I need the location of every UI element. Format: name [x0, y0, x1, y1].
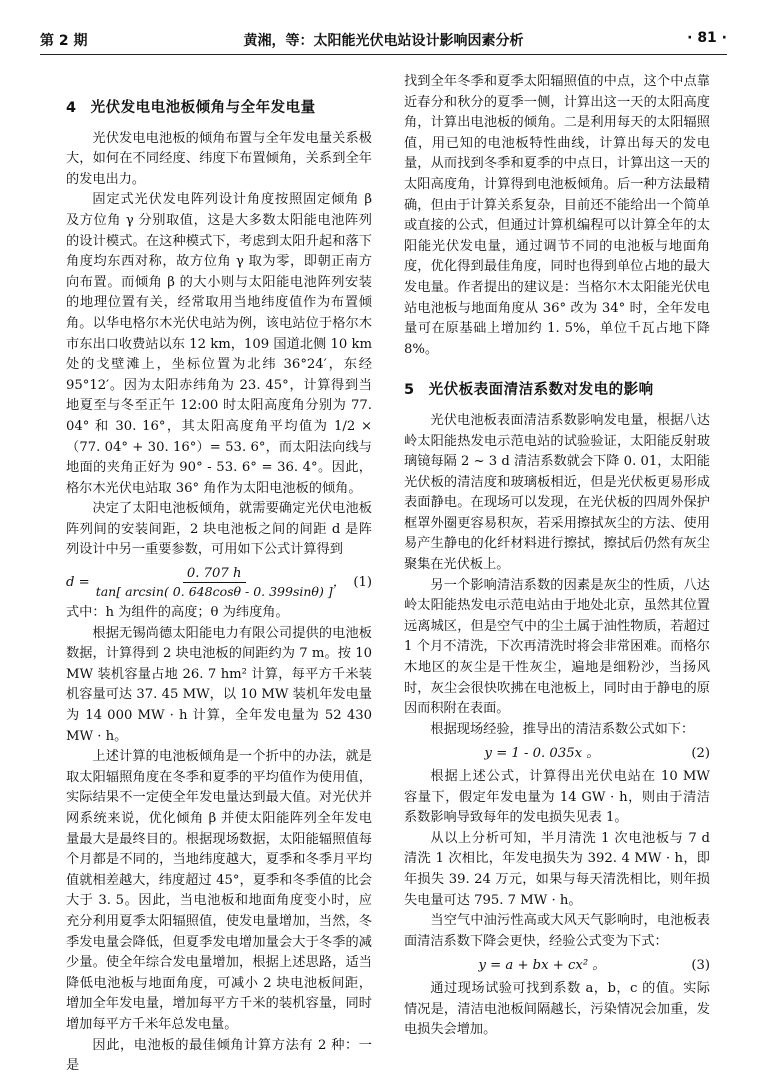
section-5-heading — [404, 380, 710, 401]
formula-1-numerator: 0. 707 h — [183, 565, 246, 583]
formula-1 — [66, 565, 372, 601]
s5-paragraph-7: 通过现场试验可找到系数 a，b，c 的值。实际情况是，清洁电池板间隔越长，污染情况会加重，发电损失会增加。 — [404, 980, 710, 1038]
s4-paragraph-7-continued: 找到全年冬季和夏季太阳辐照值的中点，这个中点靠近春分和秋分的夏季一侧，计算出这一天的太阳高度角，计算出电池板的倾角。二是利用每天的太阳辐照值，用已知的电池板特性曲线，计算出每天的发电量，从而找到冬季和夏季的中点日，计算出这一天的太阳高度角，计算得到电池板倾角。后一种方法最精确，但由于计算关系复杂，目前还不能给出一个简单或直接的公式，但通过计算机编程可以计算全年的太阳能光伏发电量，通过调节不同的电池板与地面角度，优化得到最佳角度，同时也得到单位占地的最大发电量。作者提出的建议是：当格尔木太阳能光伏电站电池板与地面角度从 36° 改为 34° 时，全年发电量可在原基础上增加约 1. 5%，单位千瓦占地下降 8%。 — [404, 74, 710, 357]
formula-3-expression: y = a + bx + cx² 。 — [478, 958, 606, 974]
s4-paragraph-6: 上述计算的电池板倾角是一个折中的办法，就是取太阳辐照角度在冬季和夏季的平均值作为使用值，实际结果不一定使全年发电量达到最大值。对光伏并网系统来说，优化倾角 β 并使太阳能阵列全年发电量最大是最终目的。根据现场数据，太阳能辐照值每个月都是不同的，当地纬度越大，夏季和冬季月平均值就相差越大，纬度超过 45°，夏季和冬季值的比会大于 3. 5。因此，当电池板和地面角度变小时，应充分利用夏季太阳辐照值，使发电量增加，当然，冬季发电量会降低，但夏季发电增加量会大于冬季的减少量。使全年综合发电量增加，根据上述思路，适当降低电池板与地面角度，可减小 2 块电池板间距，增加全年发电量，增加每平方千米的装机容量，同时增加每平方千米年总发电量。 — [66, 749, 372, 1032]
right-column — [404, 72, 710, 1041]
section-4-title: 光伏发电电池板倾角与全年发电量 — [90, 100, 316, 116]
s5-paragraph-1: 光伏电池板表面清洁系数影响发电量，根据八达岭太阳能热发电示范电站的试验验证，太阳能反射玻璃镜每隔 2 ~ 3 d 清洁系数就会下降 0. 01，太阳能光伏板的清洁度和玻璃板相近，但是光伏板更易形成表面静电。在现场可以发现，在光伏板的四周外保护框罩外圈更容易积灰，若采用擦拭灰尘的方法、使用易产生静电的化纤材料进行擦拭，擦拭后仍然有灰尘聚集在光伏板上。 — [404, 412, 710, 573]
section-4-heading — [66, 98, 372, 119]
s4-paragraph-3: 决定了太阳电池板倾角，就需要确定光伏电池板阵列间的安装间距，2 块电池板之间的间距 d 是阵列设计中另一重要参数，可用如下公式计算得到 — [66, 501, 372, 558]
issue-number: 第 2 期 — [40, 33, 88, 49]
formula-1-lhs: d = — [66, 574, 90, 590]
s5-paragraph-3: 根据现场经验，推导出的清洁系数公式如下： — [430, 721, 695, 737]
s5-paragraph-4: 根据上述公式，计算得出光伏电站在 10 MW 容量下，假定年发电量为 14 GW · h，则由于清洁系数影响导致每年的发电损失见表 1。 — [404, 769, 710, 826]
section-5-title: 光伏板表面清洁系数对发电的影响 — [428, 382, 654, 399]
left-column — [66, 70, 372, 1077]
s5-paragraph-5: 从以上分析可知，半月清洗 1 次电池板与 7 d 清洗 1 次相比，年发电损失为 392. 4 MW · h，即年损失 39. 24 万元，如果与每天清洗相比，则年损失电量可达 795. 7 MW · h。 — [404, 830, 710, 908]
section-5-number: 5 — [404, 382, 415, 399]
formula-3-number: (3) — [691, 958, 710, 974]
s4-paragraph-4: 式中：h 为组件的高度；θ 为纬度角。 — [66, 605, 289, 621]
section-4-number: 4 — [66, 100, 77, 116]
s4-paragraph-2: 固定式光伏发电阵列设计角度按照固定倾角 β 及方位角 γ 分别取值，这是大多数太阳能电池阵列的设计模式。在这种模式下，考虑到太阳升起和落下角度均东西对称，故方位角 γ 取为零，即朝正南方向布置。而倾角 β 的大小则与太阳能电池阵列安装的地理位置有关，经常取用当地纬度值作为布置倾角。以华电格尔木光伏电站为例，该电站位于格尔木市东出口收费站以东 12 km，109 国道北侧 10 km 处的戈壁滩上，坐标位置为北纬 36°24′，东经 95°12′。因为太阳赤纬角为 23. 45°，计算得到当地夏至与冬至正午 12:00 时太阳高度角分别为 77. 04° 和 30. 16°，其太阳高度角平均值为 1/2 ×（77. 04° + 30. 16°）= 53. 6°，而太阳法向线与地面的夹角正好为 90° - 53. 6° = 36. 4°。因此，格尔木光伏电站取 36° 角作为太阳电池板的倾角。 — [66, 192, 372, 496]
s5-paragraph-6: 当空气中油污性高或大风天气影响时，电池板表面清洁系数下降会更快，经验公式变为下式： — [404, 913, 710, 949]
formula-2-number: (2) — [691, 746, 710, 762]
formula-1-denominator: tan[ arcsin( 0. 648cosθ - 0. 399sinθ) ] — [95, 584, 333, 600]
s4-paragraph-5: 根据无锡尚德太阳能电力有限公司提供的电池板数据，计算得到 2 块电池板的间距约为 7 m。按 10 MW 装机容量占地 26. 7 hm² 计算，每平方千米装机容量可达 37. 45 MW，以 10 MW 装机年发电量为 14 000 MW · h 计算，全年发电量为 52 430 MW · h。 — [66, 625, 372, 744]
formula-3 — [404, 956, 710, 977]
page-number: · 81 · — [687, 30, 727, 46]
running-title: 黄湘，等：太阳能光伏电站设计影响因素分析 — [243, 33, 524, 49]
s4-paragraph-1: 光伏发电电池板的倾角布置与全年发电量关系极大，如何在不同经度、纬度下布置倾角，关系到全年的发电出力。 — [66, 130, 372, 187]
formula-1-fraction — [96, 565, 333, 601]
s4-paragraph-7: 因此，电池板的最佳倾角计算方法有 2 种：一是 — [66, 1037, 372, 1074]
s5-paragraph-2: 另一个影响清洁系数的因素是灰尘的性质，八达岭太阳能热发电示范电站由于地处北京，虽然其位置远离城区，但是空气中的尘土属于油性物质，若超过 1 个月不清洗，下次再清洗时将会非常困难。而格尔木地区的灰尘是干性灰尘，遍地是细粉沙，当扬风时，灰尘会很快吹拂在电池板上，同时由于静电的原因而积附在表面。 — [404, 577, 710, 717]
formula-2 — [404, 744, 710, 765]
formula-1-trail: ， — [332, 574, 346, 590]
running-header — [40, 14, 727, 55]
formula-2-expression: y = 1 - 0. 035x 。 — [484, 746, 600, 762]
formula-1-number: (1) — [353, 574, 372, 590]
